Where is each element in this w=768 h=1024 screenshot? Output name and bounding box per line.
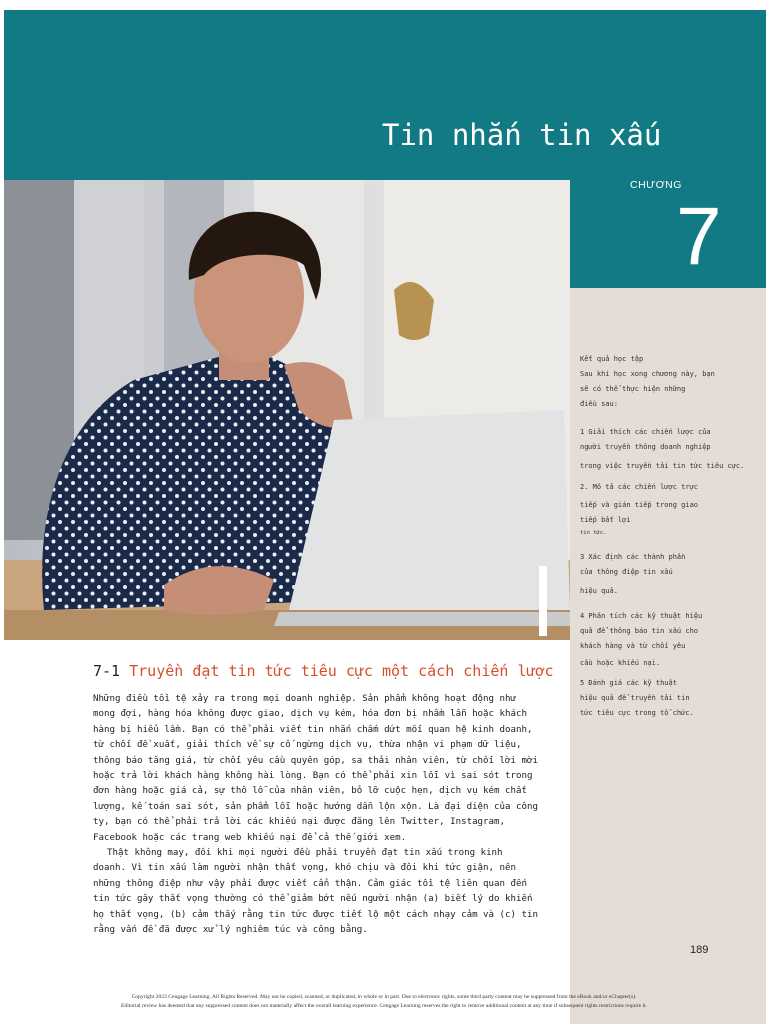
learning-outcomes [580,352,760,721]
lo-item-5-line: 5 Đánh giá các kỹ thuật [580,679,677,687]
lo-item-1-line: 1 Giải thích các chiến lược của [580,428,711,436]
lo-item-4-line: 4 Phân tích các kỹ thuật hiệu [580,612,703,620]
lo-intro-line: Sau khi học xong chương này, bạn [580,370,715,378]
lo-item-2-line: tin tức. [580,530,607,536]
photo-credit [539,566,547,636]
chapter-title: Tin nhắn tin xấu [382,118,662,152]
lo-item-3-line: hiệu quả. [580,587,618,595]
lo-intro-line: điều sau: [580,400,618,408]
lo-item-1-line: trong việc truyền tải tin tức tiêu cực. [580,462,745,470]
section-number: 7-1 [93,662,121,680]
chapter-number: 7 [676,191,722,282]
lo-item-4-line: quả để thông báo tin xấu cho [580,627,699,635]
learning-outcomes-title: Kết quả học tập [580,355,644,363]
page-number: 189 [690,944,709,956]
lo-item-4-line: khách hàng và từ chối yêu [580,642,686,650]
body-text [93,692,538,939]
lo-item-4-line: cầu hoặc khiếu nại. [580,659,661,667]
copyright-line: Copyright 2023 Cengage Learning. All Rights Reserved. May not be copied, scanned, or duplicated, in whole or in part. Due to electronic rights, some third party content may be suppressed from the eBook and/or eChapter(s). [131,994,637,1000]
paragraph: Thật không may, đôi khi mọi người đều phải truyền đạt tin xấu trong kinh doanh. Vì tin xấu làm người nhận thất vọng, khó chịu và đôi khi tức giận, nên những thông điệp như vậy phải được viết cẩn thận. Cảm giác tồi tệ liên quan đến tin tức gây thất vọng thường có thể giảm bớt nếu người nhận (a) biết lý do khiến họ thất vọng, (b) cảm thấy rằng tin tức được tiết lộ một cách nhạy cảm và (c) tin rằng vấn đề đã được xử lý nghiêm túc và công bằng. [93,848,538,936]
section-heading [93,662,554,680]
lo-item-2-line: 2. Mô tả các chiến lược trực [580,483,699,491]
copyright-notice [0,993,768,1010]
lo-item-5-line: tức tiêu cực trong tổ chức. [580,709,694,717]
lo-item-3-line: của thông điệp tin xấu [580,568,673,576]
chapter-number-box [570,180,766,288]
lo-item-2-line: tiếp bất lợi [580,516,631,524]
lo-item-5-line: hiệu quả để truyền tải tin [580,694,690,702]
section-title: Truyền đạt tin tức tiêu cực một cách chiến lược [129,662,554,680]
lo-item-1-line: người truyền thông doanh nghiệp [580,443,711,451]
lo-item-2-line: tiếp và gián tiếp trong giao [580,501,699,509]
chapter-label: CHƯƠNG [630,179,682,191]
lo-item-3-line: 3 Xác định các thành phần [580,553,686,561]
paragraph: Những điều tồi tệ xảy ra trong mọi doanh nghiệp. Sản phẩm không hoạt động như mong đợi, hàng hóa không được giao, dịch vụ kém, hóa đơn bị nhầm lẫn hoặc khách hàng bị hiểu lầm. Bạn có thể phải viết tin nhắn chấm dứt mối quan hệ kinh doanh, từ chối đề xuất, giải thích về sự cố ngừng dịch vụ, thừa nhận vi phạm dữ liệu, thông báo tăng giá, từ chối yêu cầu quyên góp, sa thải nhân viên, từ chối lời mời hoặc trả lời khách hàng không hài lòng. Bạn có thể phải xin lỗi vì sai sót trong đơn hàng hoặc giá cả, sự thô lỗ của nhân viên, bỏ lỡ cuộc hẹn, dịch vụ kém chất lượng, kế toán sai sót, sản phẩm lỗi hoặc hướng dẫn lộn xộn. Là đại diện của công ty, bạn có thể phải trả lời các khiếu nại được đăng lên Twitter, Instagram, Facebook hoặc các trang web khiếu nại để cả thế giới xem. [93,694,538,843]
chapter-header-band [4,10,766,180]
copyright-line: Editorial review has deemed that any suppressed content does not materially affect the overall learning experience. Cengage Learning reserves the right to remove additional content at any time if subsequent rights restrictions require it. [121,1002,647,1009]
lo-intro-line: sẽ có thể thực hiện những [580,385,686,393]
chapter-opener-photo [4,180,570,640]
